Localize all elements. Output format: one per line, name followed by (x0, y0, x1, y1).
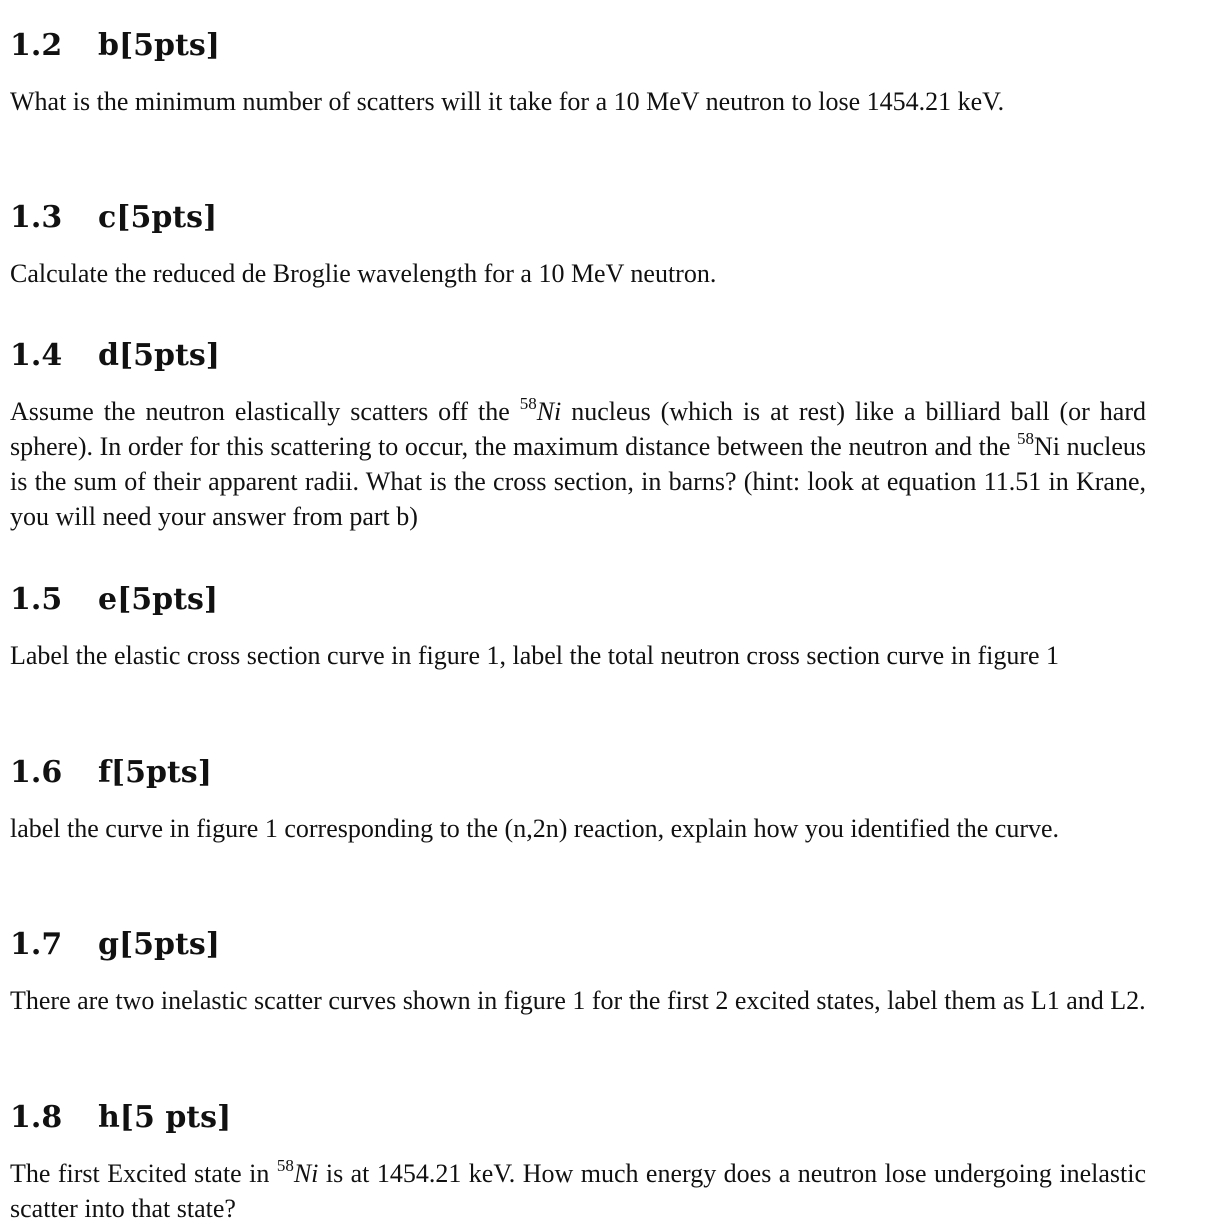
section-number: 1.6 (10, 755, 63, 790)
mass-number: 58 (276, 1156, 294, 1176)
question-text (10, 394, 1146, 534)
element-symbol: Ni (293, 1159, 319, 1188)
question-text: What is the minimum number of scatters will it take for a 10 MeV neutron to lose 1454.21 keV. (10, 87, 1005, 116)
mass-number: 58 (1016, 429, 1034, 449)
section-heading (10, 1100, 1146, 1136)
section-title: c[5pts] (98, 200, 218, 235)
text-part: The first Excited state in (10, 1159, 277, 1188)
section-title: g[5pts] (98, 927, 220, 962)
question-text (10, 1156, 1146, 1226)
section-1-6 (10, 755, 1146, 846)
section-number: 1.5 (10, 582, 63, 617)
section-title: h[5 pts] (98, 1100, 232, 1135)
section-1-7 (10, 927, 1146, 1018)
section-number: 1.2 (10, 28, 63, 63)
text-part: nucleus is the sum of their apparent radii. What is the cross section, in barns? (hint: look at equation 11.51 in Krane, you will need your answer from part b) (10, 432, 1146, 531)
element-symbol: Ni (536, 397, 562, 426)
section-1-4 (10, 338, 1146, 534)
section-title: f[5pts] (98, 755, 212, 790)
text-part: nucleus (which is at rest) like a billiard ball (or hard sphere). In order for this scattering to occur, the maximum distance between the neutron and the (10, 397, 1146, 461)
question-text: label the curve in figure 1 corresponding to the (n,2n) reaction, explain how you identified the curve. (10, 814, 1060, 843)
section-heading (10, 200, 1146, 236)
section-title: d[5pts] (98, 338, 220, 373)
section-1-3 (10, 200, 1146, 291)
section-title: b[5pts] (98, 28, 220, 63)
section-heading (10, 338, 1146, 374)
element-symbol: Ni (1033, 432, 1060, 461)
section-number: 1.8 (10, 1100, 63, 1135)
section-heading (10, 755, 1146, 791)
mass-number: 58 (519, 394, 537, 414)
section-number: 1.7 (10, 927, 63, 962)
section-1-8 (10, 1100, 1146, 1226)
section-1-2 (10, 28, 1146, 119)
section-heading (10, 927, 1146, 963)
question-text: Calculate the reduced de Broglie wavelength for a 10 MeV neutron. (10, 259, 717, 288)
section-title: e[5pts] (98, 582, 219, 617)
section-number: 1.3 (10, 200, 63, 235)
text-part: is at 1454.21 keV. How much energy does a neutron lose undergoing inelastic scatter into that state? (10, 1159, 1146, 1223)
section-number: 1.4 (10, 338, 63, 373)
question-text: Label the elastic cross section curve in figure 1, label the total neutron cross section curve in figure 1 (10, 641, 1060, 670)
section-heading (10, 28, 1146, 64)
section-heading (10, 582, 1146, 618)
question-text: There are two inelastic scatter curves shown in figure 1 for the first 2 excited states, label them as L1 and L2. (10, 986, 1146, 1015)
section-1-5 (10, 582, 1146, 673)
text-part: Assume the neutron elastically scatters off the (10, 397, 520, 426)
